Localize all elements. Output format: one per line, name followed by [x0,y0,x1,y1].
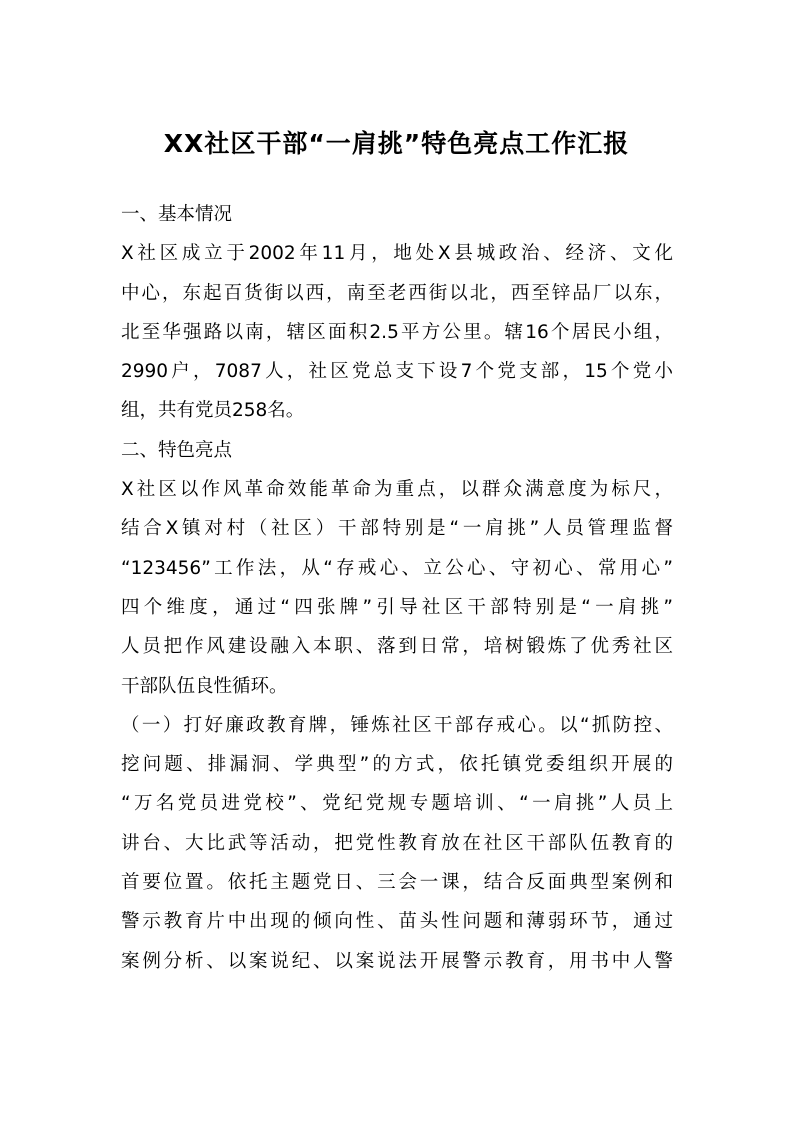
body-line: X社区以作风革命效能革命为重点，以群众满意度为标尺， [121,479,673,501]
body-line: 挖问题、排漏洞、学典型”的方式，依托镇党委组织开展的 [121,754,673,776]
body-line: 结合X镇对村（社区）干部特别是“一肩挑”人员管理监督 [121,518,673,540]
body-line: 首要位置。依托主题党日、三会一课，结合反面典型案例和 [121,872,673,894]
body-line: 组，共有党员258名。 [121,400,305,422]
body-line: （一）打好廉政教育牌，锤炼社区干部存戒心。以“抓防控、 [121,714,673,736]
body-line: 警示教育片中出现的倾向性、苗头性问题和薄弱环节，通过 [121,911,673,933]
body-line: 干部队伍良性循环。 [121,675,288,697]
body-line: 四个维度，通过“四张牌”引导社区干部特别是“一肩挑” [121,596,673,618]
body-line: 中心，东起百货街以西，南至老西街以北，西至锌品厂以东， [121,282,673,304]
body-line: 一、基本情况 [121,204,233,225]
body-line: X社区成立于2002年11月，地处X县城政治、经济、文化 [121,243,673,265]
body-line: 北至华强路以南，辖区面积2.5平方公里。辖16个居民小组， [121,321,673,343]
body-line: 案例分析、以案说纪、以案说法开展警示教育，用书中人警 [121,950,673,972]
body-line: 二、特色亮点 [121,439,233,461]
document-title: XX社区干部“一肩挑”特色亮点工作汇报 [163,129,630,158]
document-body [121,195,673,981]
body-line: 人员把作风建设融入本职、落到日常，培树锻炼了优秀社区 [121,636,673,658]
body-line: 讲台、大比武等活动，把党性教育放在社区干部队伍教育的 [121,832,673,854]
body-line: 2990户，7087人，社区党总支下设7个党支部，15个党小 [121,361,673,383]
body-line: “123456”工作法，从“存戒心、立公心、守初心、常用心” [121,557,673,579]
body-line: “万名党员进党校”、党纪党规专题培训、“一肩挑”人员上 [121,793,673,815]
